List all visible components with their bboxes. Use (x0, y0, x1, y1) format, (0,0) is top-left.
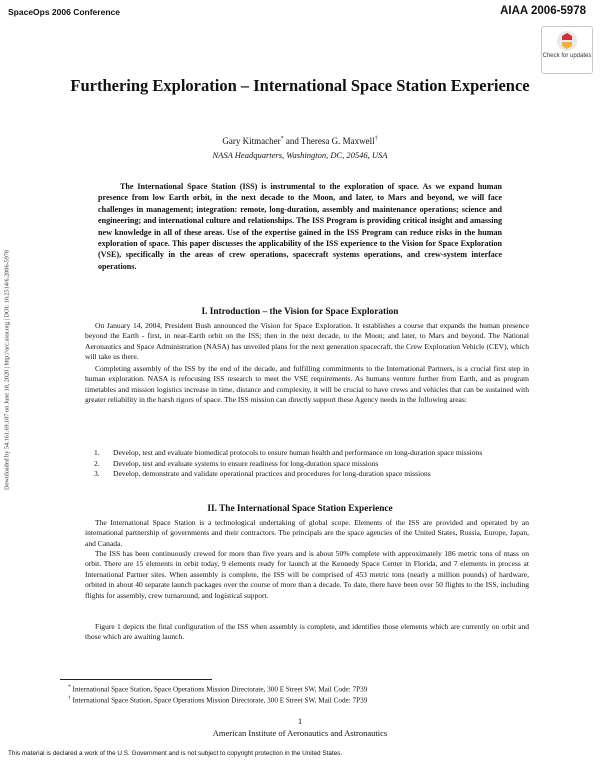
needs-list (85, 448, 529, 480)
footnote-divider (60, 679, 212, 680)
download-side-note (1, 160, 13, 580)
copyright-note: This material is declared a work of the U.S. Government and is not subject to copyright protection in the United States. (8, 750, 343, 757)
list-item-text: Develop, demonstrate and validate operational practices and procedures for long-duration space missions (113, 469, 431, 479)
body-paragraph: Completing assembly of the ISS by the end of the decade, and fulfilling commitments to the International Partners, is a crucial first step in human exploration. NASA is refocusing ISS research to meet the VSE requirements. As humans venture further from Earth, and as program timetables and mission logistics increase in time, distance and complexity, it will be crucial to have crews and vehicles that can be sustained with greater reliability in the harsh rigors of space. The ISS mission can directly support these Agency needs in the following areas: (85, 364, 529, 405)
list-item-number: 2. (94, 458, 100, 468)
body-paragraph: On January 14, 2004, President Bush announced the Vision for Space Exploration. It establishes a course that expands the human presence beyond the Earth - first, in near-Earth orbit on the ISS; then in the next decade, to the Moon; and later, to Mars and beyond. The National Aeronautics and Space Administration (NASA) has unveiled plans for the next generation spacecraft, the Crew Exploration Vehicle (CEV), which will take us there. (85, 321, 529, 362)
list-item (85, 448, 529, 458)
footnote-text: International Space Station, Space Operations Mission Directorate, 300 E Street SW, Mail Code: 7P39 (72, 685, 368, 694)
page-number: 1 (297, 716, 303, 726)
author-footnote-mark: † (374, 136, 378, 142)
abstract: The International Space Station (ISS) is instrumental to the exploration of space. As we expand human presence from low Earth orbit, in the next decade to the Moon, and later, to Mars and beyond, we will face challenges in management; integration: remote, long-duration, assembly and maintenance operations; science and engineering; and international culture and relationships. The ISS Program is providing critical insight and amassing new knowledge in all of these areas. Use of the expertise gained in the ISS Program can reduce risks in the human exploration of space. This paper discusses the applicability of the ISS experience to the Vision for Space Exploration (VSE), specifically in the areas of crew operations, spacecraft systems operations, and crew-system interface operations. (98, 182, 502, 271)
list-item-number: 3. (94, 469, 100, 479)
author-name: Theresa G. Maxwell (300, 136, 375, 146)
list-item (85, 469, 529, 479)
footnote-text: International Space Station, Space Operations Mission Directorate, 300 E Street SW, Mail Code: 7P39 (72, 696, 368, 705)
footnote-mark: * (68, 684, 71, 690)
author-footnote-mark: * (280, 136, 284, 142)
body-paragraph: Figure 1 depicts the final configuration of the ISS when assembly is complete, and identifies those elements which are currently on orbit and those which are awaiting launch. (85, 622, 529, 642)
download-side-note-text: Downloaded by 54.161.69.107 on June 18, 2020 | http://arc.aiaa.org | DOI: 10.2514/6.2006-5978 (3, 249, 11, 491)
section-heading: I. Introduction – the Vision for Space Exploration (201, 307, 399, 317)
organization-name: American Institute of Aeronautics and Astronautics (212, 728, 388, 738)
body-paragraph: The International Space Station is a technological undertaking of global scope. Elements of the ISS are provided and operated by an international partnership of governments and their contractors. The principals are the space agencies of the United States, Russia, Europe, Japan, and Canada. (85, 518, 529, 548)
check-for-updates-label: Check for updates (542, 53, 592, 59)
check-for-updates-badge[interactable] (541, 26, 593, 74)
list-item-number: 1. (94, 448, 100, 457)
list-item (85, 459, 529, 469)
author-affiliation: NASA Headquarters, Washington, DC, 20546, USA (212, 150, 388, 160)
footnote-mark: † (68, 695, 71, 701)
footnote (68, 684, 367, 693)
author-conjunction: and (285, 136, 299, 146)
footnote (68, 695, 367, 704)
paper-id: AIAA 2006-5978 (500, 5, 586, 17)
check-for-updates-icon (556, 30, 578, 52)
section-heading: II. The International Space Station Experience (207, 504, 393, 514)
author-name: Gary Kitmacher (222, 136, 281, 146)
paper-title: Furthering Exploration – International Space Station Experience (70, 76, 530, 95)
list-item-text: Develop, test and evaluate systems to ensure readiness for long-duration space missions (113, 458, 379, 468)
conference-header: SpaceOps 2006 Conference (8, 7, 120, 17)
list-item-text: Develop, test and evaluate biomedical protocols to ensure human health and performance on long-duration space missions (113, 448, 483, 457)
author-line (0, 136, 600, 146)
body-paragraph: The ISS has been continuously crewed for more than five years and is about 50% complete with approximately 186 metric tons of mass on orbit. There are 15 elements in orbit today, 9 elements ready for launch at the Kennedy Space Center in Florida, and 7 elements in process at International Partner sites. When assembly is complete, the ISS will be comprised of 453 metric tons (nearly a million pounds) of hardware, orbited in about 40 separate launch packages over the course of more than a decade. To date, there have been over 50 flights to the ISS, including flights for assembly, crew turnaround, and logistical support. (85, 549, 529, 600)
